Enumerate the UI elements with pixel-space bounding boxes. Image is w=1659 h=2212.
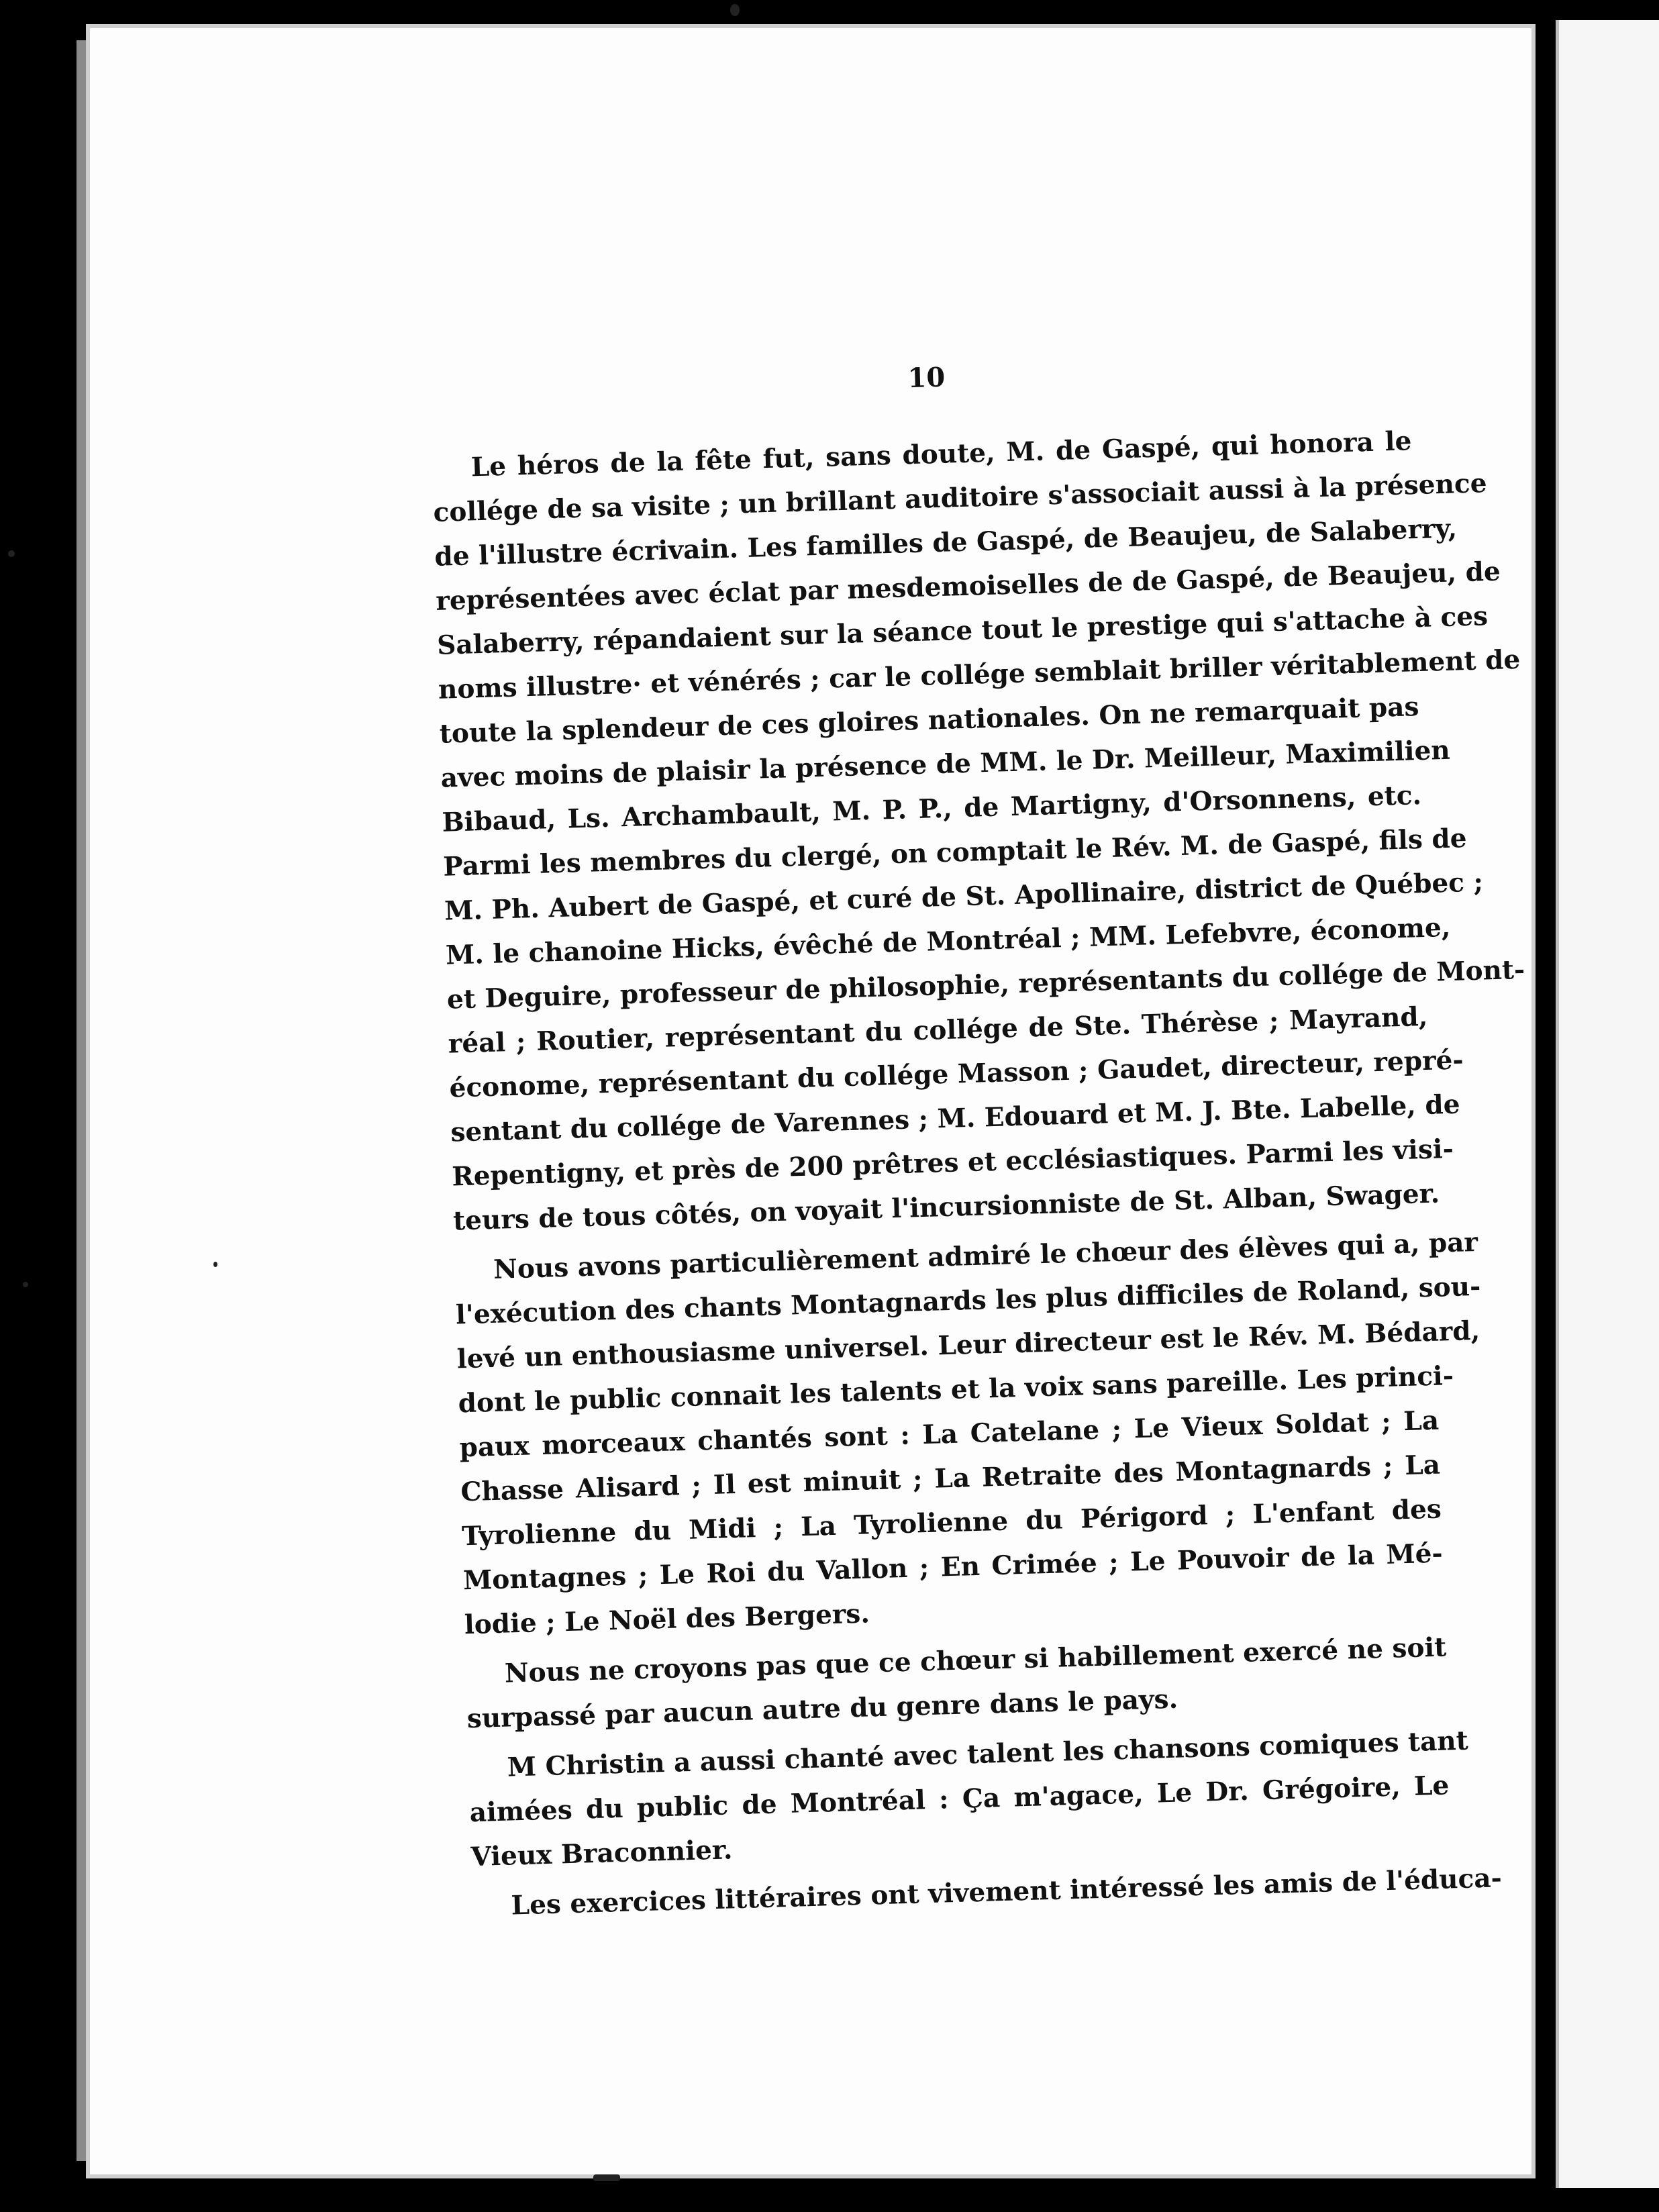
text-line: Bibaud, Ls. Archambault, M. P. P., de Martigny, d'Orsonnens, etc.: [441, 779, 1422, 838]
scan-speck: [213, 1262, 217, 1267]
text-line: M. Ph. Aubert de Gaspé, et curé de St. Apollinaire, district de Québec ;: [444, 866, 1484, 927]
text-line: Montagnes ; Le Roi du Vallon ; En Crimée ; Le Pouvoir de la Mé-: [462, 1538, 1444, 1597]
text-line: Les exercices littéraires ont vivement intéressé les amis de l'éduca-: [511, 1862, 1503, 1921]
text-line: surpassé par aucun autre du genre dans le pays.: [466, 1683, 1178, 1735]
text-line: teurs de tous côtés, on voyait l'incursionniste de St. Alban, Swager.: [452, 1178, 1440, 1237]
text-line: Chasse Alisard ; Il est minuit ; La Retraite des Montagnards ; La: [460, 1449, 1441, 1508]
text-line: Vieux Braconnier.: [470, 1834, 733, 1873]
text-line: dont le public connait les talents et la voix sans pareille. Les princi-: [458, 1360, 1454, 1419]
text-line: et Deguire, professeur de philosophie, représentants du collége de Mont-: [446, 954, 1525, 1015]
text-line: Nous ne croyons pas que ce chœur si habillement exercé ne soit: [504, 1631, 1447, 1689]
text-line: l'exécution des chants Montagnards les plus difficiles de Roland, sou-: [455, 1270, 1481, 1331]
text-line: levé un enthousiasme universel. Leur directeur est le Rév. M. Bédard,: [456, 1315, 1480, 1375]
text-line: de l'illustre écrivain. Les familles de Gaspé, de Beaujeu, de Salaberry,: [434, 513, 1458, 572]
text-line: M. le chanoine Hicks, évêché de Montréal ; MM. Lefebvre, économe,: [445, 911, 1451, 971]
next-page-edge: [1556, 20, 1659, 2188]
paragraph-2: [454, 1221, 1481, 1648]
text-line: Parmi les membres du clergé, on comptait le Rév. M. de Gaspé, fils de: [442, 823, 1468, 883]
scan-speck: [593, 2174, 620, 2181]
text-line: Salaberry, répandaient sur la séance tout le prestige qui s'attache à ces: [436, 601, 1489, 661]
text-line: représentées avec éclat par mesdemoiselles de de Gaspé, de Beaujeu, de: [435, 556, 1501, 617]
text-line: M Christin a aussi chanté avec talent les chansons comiques tant: [507, 1725, 1469, 1783]
scan-speck: [8, 550, 15, 557]
paragraph-4: [468, 1719, 1469, 1879]
text-line: Tyrolienne du Midi ; La Tyrolienne du Périgord ; L'enfant des: [461, 1493, 1442, 1552]
page-number: 10: [907, 361, 946, 395]
text-line: lodie ; Le Noël des Bergers.: [464, 1598, 870, 1641]
text-line: noms illustre· et vénérés ; car le collége semblait briller véritablement de: [438, 644, 1521, 705]
scan-speck: [730, 4, 740, 16]
text-line: avec moins de plaisir la présence de MM. le Dr. Meilleur, Maximilien: [440, 734, 1451, 794]
text-line: Le héros de la fête fut, sans doute, M. de Gaspé, qui honora le: [470, 425, 1412, 483]
text-line: sentant du collége de Varennes ; M. Edouard et M. J. Bte. Labelle, de: [450, 1089, 1461, 1148]
text-line: paux morceaux chantés sont : La Catelane ; Le Vieux Soldat ; La: [458, 1405, 1440, 1464]
text-line: Repentigny, et près de 200 prêtres et ecclésiastiques. Parmi les visi-: [451, 1133, 1454, 1193]
text-line: économe, représentant du collége Masson ; Gaudet, directeur, repré-: [449, 1044, 1464, 1104]
text-line: aimées du public de Montréal : Ça m'agace, Le Dr. Grégoire, Le: [469, 1770, 1450, 1829]
text-line: Nous avons particulièrement admiré le chœur des élèves qui a, par: [493, 1226, 1478, 1285]
paragraph-1: [432, 419, 1525, 1243]
text-line: toute la splendeur de ces gloires nationales. On ne remarquait pas: [439, 691, 1419, 750]
page-text-block: [430, 348, 1525, 1921]
text-line: collége de sa visite ; un brillant auditoire s'associait aussi à la présence: [433, 468, 1488, 528]
scan-speck: [23, 1282, 28, 1287]
text-line: réal ; Routier, représentant du collége de Ste. Thérèse ; Mayrand,: [448, 1001, 1428, 1060]
